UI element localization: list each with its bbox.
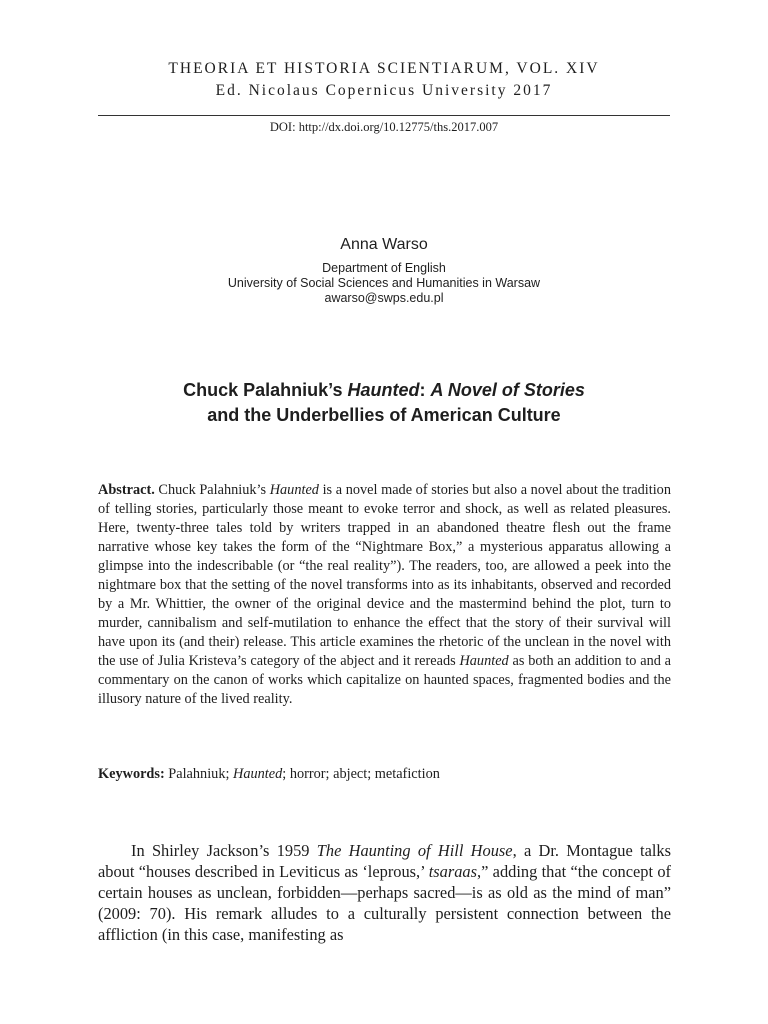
abstract-text-2: is a novel made of stories but also a novel about the tradition of telling stories, particularly those meant to evoke terror and shock, as well as related pleasures. Here, twenty-three tales told by writers trapped in an abandoned theatre flesh out the frame narrative whose key takes the form of the “Nightmare Box,” a mysterious apparatus allowing a glimpse into the indescribable (or “the real reality”). The readers, too, are allowed a peek into the nightmare box that the setting of the novel transforms into as its inhabitants, observed and recorded by a Mr. Whittier, the owner of the original device and the mastermind behind the plot, turn to murder, cannibalism and self-mutilation to enhance the effect that the story of their survival will have upon its (and their) release. This article examines the rhetoric of the unclean in the novel with the use of Julia Kristeva’s category of the abject and it rereads (98, 482, 671, 669)
keywords (98, 765, 671, 784)
keywords-text-2: ; horror; abject; metafiction (282, 766, 440, 782)
author-name: Anna Warso (340, 236, 428, 253)
header-rule (98, 115, 670, 116)
author-block (98, 234, 670, 306)
title-line-2: and the Underbellies of American Culture (207, 405, 561, 425)
title-text-1: Chuck Palahniuk’s (183, 380, 348, 400)
author-department: Department of English (322, 261, 446, 275)
abstract-label: Abstract. (98, 482, 155, 498)
title-italic-subtitle: A Novel of Stories (430, 380, 585, 400)
doi-line[interactable]: DOI: http://dx.doi.org/10.12775/ths.2017.007 (269, 120, 499, 134)
body-italic-2: tsaraas (428, 862, 477, 881)
title-italic-haunted: Haunted (347, 380, 420, 400)
title-text-colon: : (419, 380, 431, 400)
author-email[interactable]: awarso@swps.edu.pl (324, 291, 444, 305)
article-title (98, 378, 670, 428)
abstract-text-1: Chuck Palahniuk’s (154, 482, 270, 498)
journal-header (98, 58, 670, 102)
abstract (98, 481, 671, 709)
keywords-italic: Haunted (233, 766, 283, 782)
keywords-label: Keywords: (98, 766, 165, 782)
body-text-2: , a Dr. Montague talks about “houses described in Leviticus as ‘leprous,’ (98, 841, 671, 881)
body-text-3: ,” adding that “the concept of certain houses as unclean, forbidden—perhaps sacred—is as old as the mind of man” (2009: 70). His remark alludes to a culturally persistent connection between the affliction (in this case, manifesting as (98, 862, 671, 944)
title-line-1 (98, 378, 670, 403)
abstract-italic-1: Haunted (269, 482, 319, 498)
body-italic-1: The Haunting of Hill House (316, 841, 513, 860)
body-text-1: In Shirley Jackson’s 1959 (131, 841, 317, 860)
journal-title: THEORIA ET HISTORIA SCIENTIARUM, VOL. XIV (168, 60, 600, 77)
abstract-text-3: as both an addition to and a commentary on the canon of works which capitalize on haunted spaces, fragmented bodies and the illusory nature of the lived reality. (98, 653, 672, 707)
keywords-text-1: Palahniuk; (164, 766, 234, 782)
author-institution: University of Social Sciences and Humanities in Warsaw (227, 276, 541, 290)
journal-editor: Ed. Nicolaus Copernicus University 2017 (215, 82, 553, 99)
abstract-italic-2: Haunted (459, 653, 509, 669)
body-paragraph (98, 840, 671, 945)
